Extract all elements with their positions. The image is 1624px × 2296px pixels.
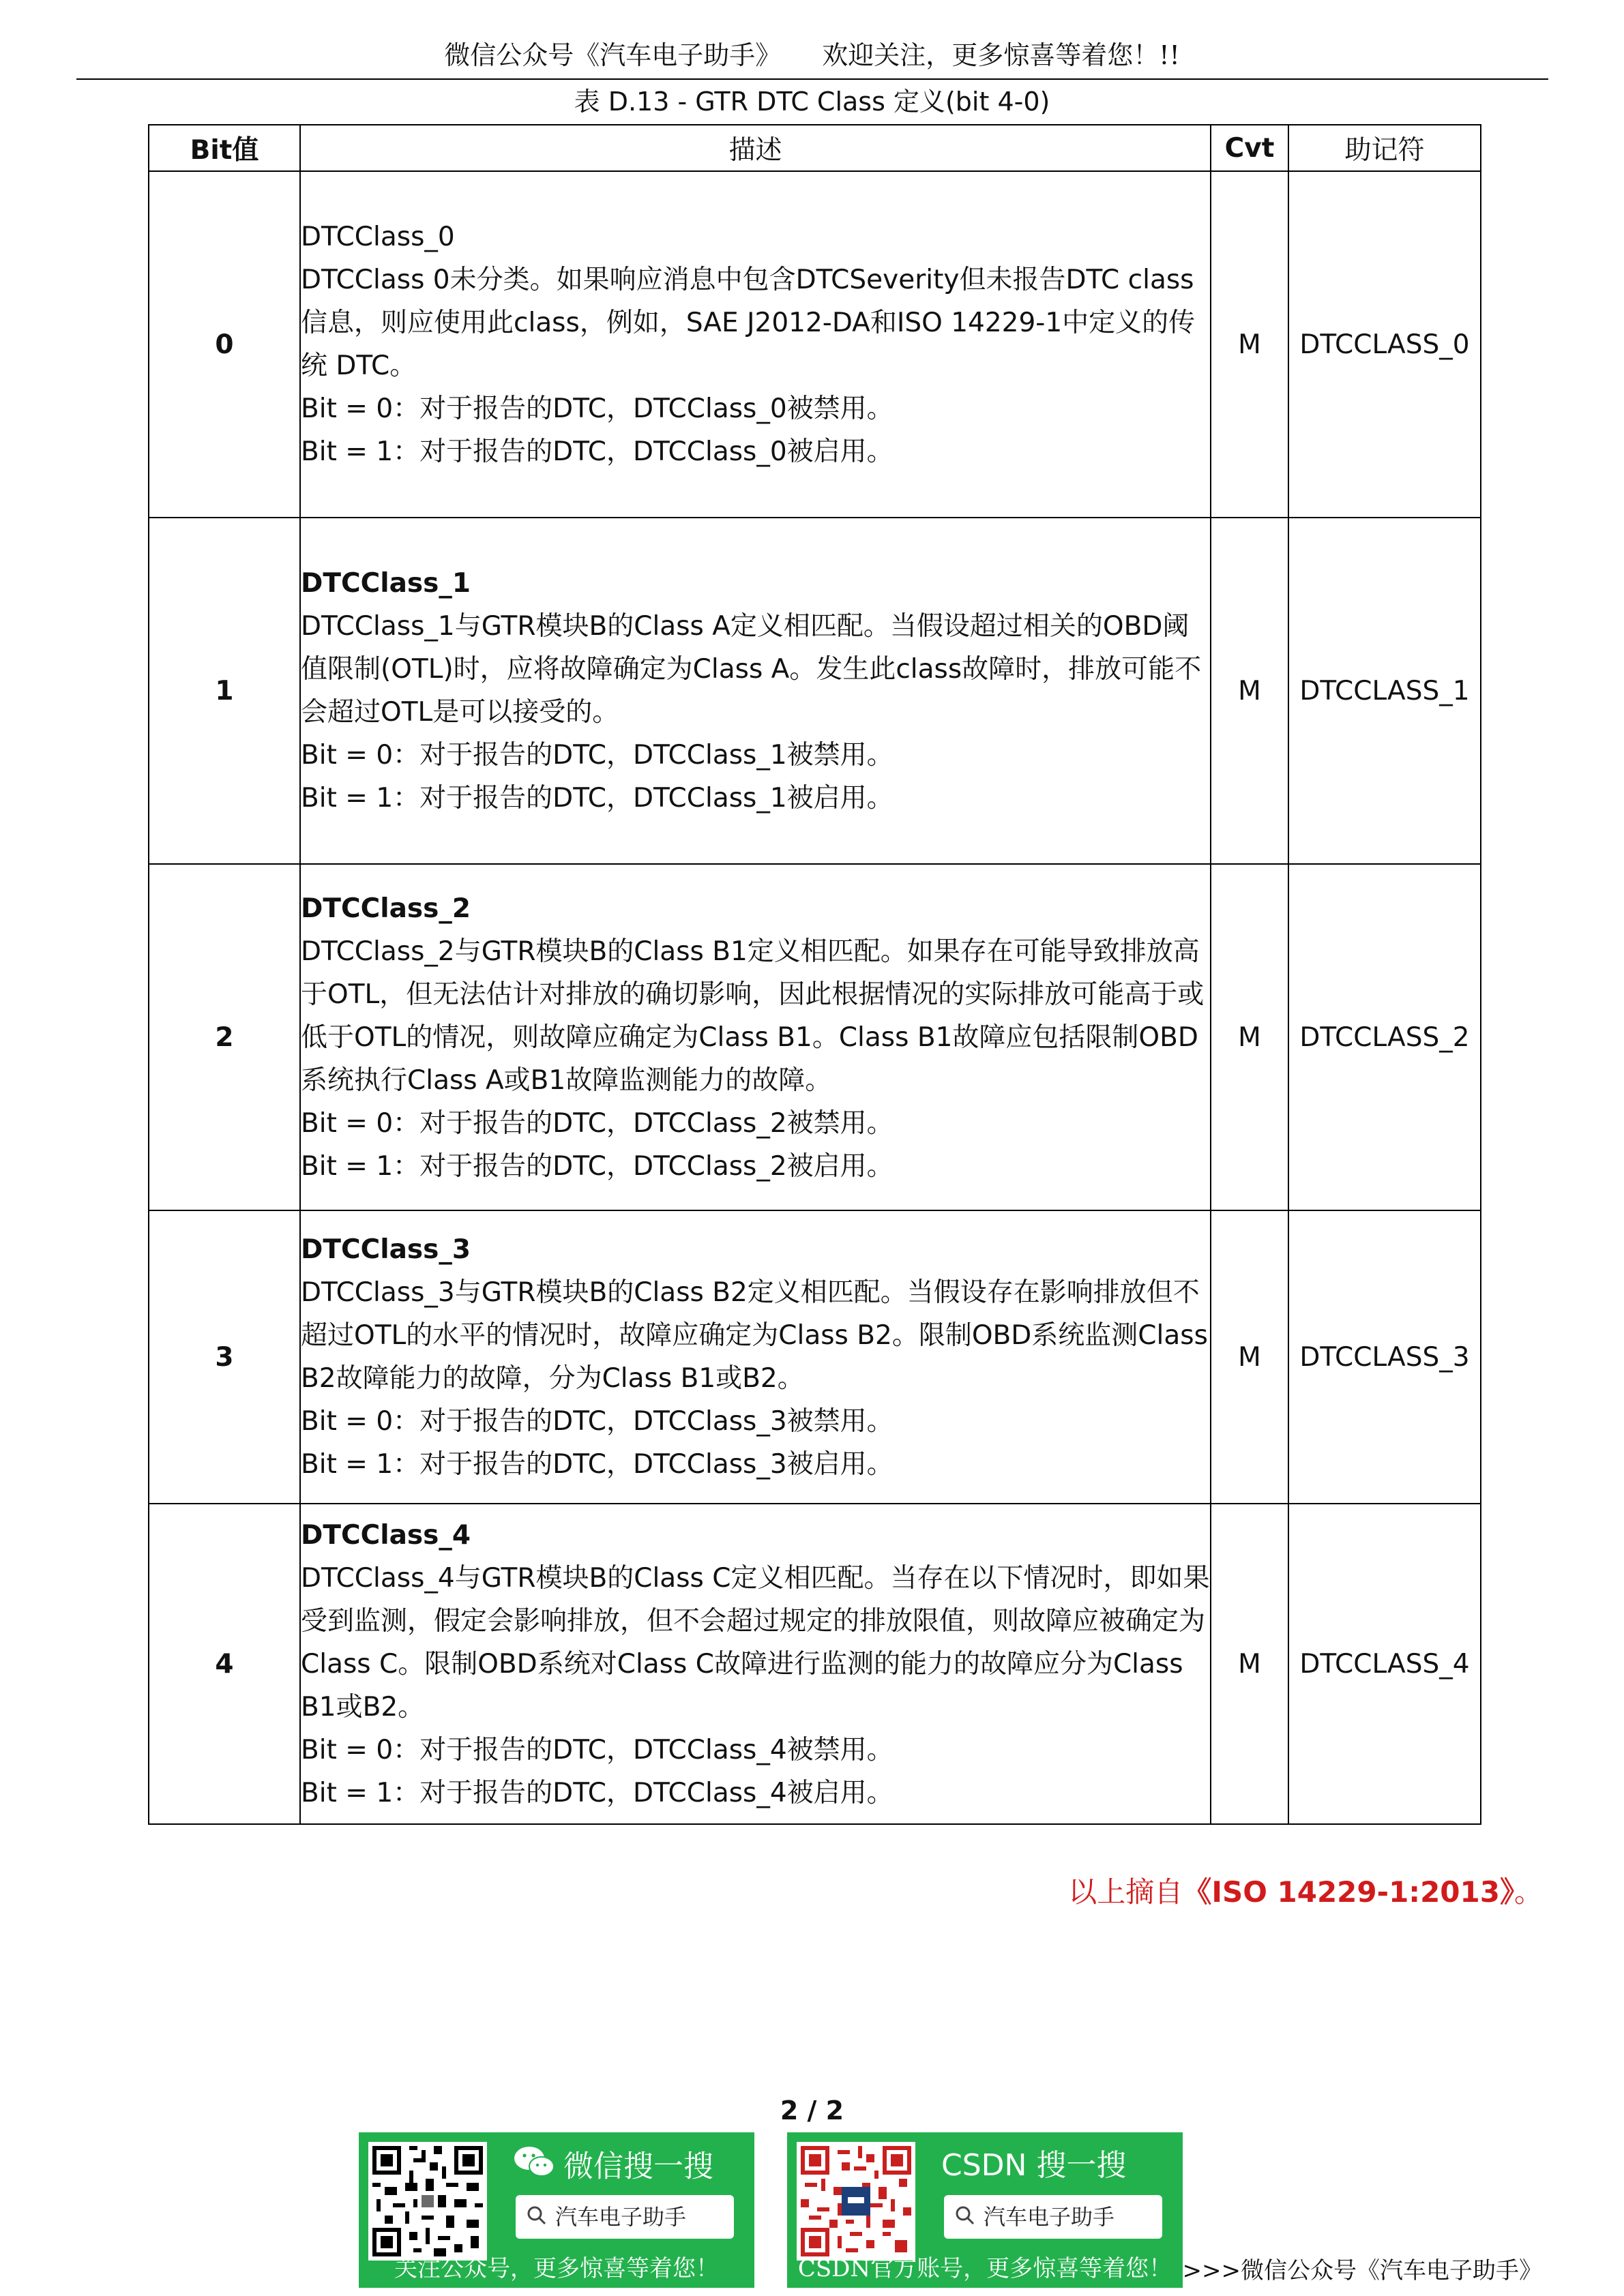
mnemonic-value: DTCCLASS_2 [1288, 864, 1481, 1210]
page-header [0, 38, 1624, 73]
table-row [149, 1210, 1481, 1504]
header-mnemonic: 助记符 [1288, 125, 1481, 171]
header-divider [76, 78, 1548, 80]
cvt-value: M [1211, 1504, 1288, 1824]
csdn-search-title: CSDN 搜一搜 [941, 2148, 1127, 2183]
bit1-text: Bit = 1：对于报告的DTC，DTCClass_3被启用。 [301, 1449, 894, 1480]
bit-value: 4 [149, 1504, 300, 1824]
bit1-text: Bit = 1：对于报告的DTC，DTCClass_0被启用。 [301, 436, 894, 467]
table-row [149, 518, 1481, 864]
description-cell [300, 864, 1211, 1210]
qr-code-image [797, 2142, 915, 2261]
wechat-search-title: 微信搜一搜 [513, 2145, 713, 2192]
mnemonic-value: DTCCLASS_3 [1288, 1210, 1481, 1504]
dtc-class-table [148, 124, 1481, 1825]
class-title: DTCClass_4 [301, 1519, 471, 1551]
source-suffix: 。 [1514, 1875, 1543, 1909]
class-title: DTCClass_2 [301, 893, 471, 924]
qr-code-image [368, 2142, 487, 2261]
table-header-row [149, 125, 1481, 171]
header-account: 微信公众号《汽车电子助手》 [444, 40, 782, 70]
table-caption: 表 D.13 - GTR DTC Class 定义(bit 4-0) [574, 87, 1050, 117]
description-cell [300, 1504, 1211, 1824]
class-title: DTCClass_0 [301, 222, 455, 252]
cvt-value: M [1211, 171, 1288, 518]
bit1-text: Bit = 1：对于报告的DTC，DTCClass_2被启用。 [301, 1150, 894, 1182]
cvt-value: M [1211, 518, 1288, 864]
wechat-search-box[interactable] [516, 2195, 734, 2239]
cvt-value: M [1211, 1210, 1288, 1504]
mnemonic-value: DTCCLASS_4 [1288, 1504, 1481, 1824]
promo-slogan: 关注公众号，更多惊喜等着您！ [394, 2255, 719, 2282]
header-bit: Bit值 [149, 125, 300, 171]
wechat-icon [513, 2145, 555, 2192]
mnemonic-value: DTCCLASS_0 [1288, 171, 1481, 518]
bit-value: 2 [149, 864, 300, 1210]
class-description: DTCClass_4与GTR模块B的Class C定义相匹配。当存在以下情况时，即如果受到监测，假定会影响排放，但不会超过规定的排放限值，则故障应被确定为Class C。限制OBD系统对Class C故障进行监测的能力的故障应分为Class B1或B2。 [301, 1562, 1210, 1723]
footer-account-note: >>>微信公众号《汽车电子助手》 [1182, 2257, 1542, 2284]
bit1-text: Bit = 1：对于报告的DTC，DTCClass_4被启用。 [301, 1777, 894, 1808]
search-query: 汽车电子助手 [555, 2204, 687, 2230]
description-cell [300, 171, 1211, 518]
search-icon [527, 2196, 547, 2240]
table-row [149, 171, 1481, 518]
page-number: 2 / 2 [780, 2096, 844, 2126]
bit-value: 1 [149, 518, 300, 864]
bit0-text: Bit = 0：对于报告的DTC，DTCClass_1被禁用。 [301, 740, 894, 771]
description-cell [300, 518, 1211, 864]
bit0-text: Bit = 0：对于报告的DTC，DTCClass_0被禁用。 [301, 393, 894, 424]
class-description: DTCClass_1与GTR模块B的Class A定义相匹配。当假设超过相关的OBD阈值限制(OTL)时，应将故障确定为Class A。发生此class故障时，排放可能不会超过OTL是可以接受的。 [301, 611, 1202, 728]
wechat-promo-banner[interactable] [359, 2132, 754, 2288]
header-desc: 描述 [300, 125, 1211, 171]
source-note [1068, 1872, 1543, 1913]
source-doc: 《ISO 14229-1:2013》 [1183, 1875, 1514, 1909]
bit1-text: Bit = 1：对于报告的DTC，DTCClass_1被启用。 [301, 783, 894, 814]
bit0-text: Bit = 0：对于报告的DTC，DTCClass_2被禁用。 [301, 1107, 894, 1139]
table-row [149, 1504, 1481, 1824]
class-title: DTCClass_3 [301, 1234, 471, 1265]
bit0-text: Bit = 0：对于报告的DTC，DTCClass_3被禁用。 [301, 1406, 894, 1437]
class-description: DTCClass 0未分类。如果响应消息中包含DTCSeverity但未报告DTC class信息，则应使用此class，例如，SAE J2012-DA和ISO 14229-1中定义的传统 DTC。 [301, 265, 1196, 381]
class-description: DTCClass_2与GTR模块B的Class B1定义相匹配。如果存在可能导致排放高于OTL，但无法估计对排放的确切影响，因此根据情况的实际排放可能高于或低于OTL的情况，则故障应确定为Class B1。Class B1故障应包括限制OBD系统执行Class A或B1故障监测能力的故障。 [301, 936, 1205, 1096]
bit-value: 3 [149, 1210, 300, 1504]
table-row [149, 864, 1481, 1210]
description-cell [300, 1210, 1211, 1504]
header-welcome: 欢迎关注，更多惊喜等着您！!! [822, 40, 1180, 70]
class-title: DTCClass_1 [301, 568, 471, 599]
bit-value: 0 [149, 171, 300, 518]
search-icon [955, 2196, 975, 2240]
cvt-value: M [1211, 864, 1288, 1210]
source-prefix: 以上摘自 [1068, 1875, 1183, 1909]
csdn-search-box[interactable] [944, 2195, 1162, 2239]
bit0-text: Bit = 0：对于报告的DTC，DTCClass_4被禁用。 [301, 1734, 894, 1765]
promo-slogan: CSDN官方账号，更多惊喜等着您！ [797, 2255, 1172, 2282]
class-description: DTCClass_3与GTR模块B的Class B2定义相匹配。当假设存在影响排放但不超过OTL的水平的情况时，故障应确定为Class B2。限制OBD系统监测Class B2故障能力的故障，分为Class B1或B2。 [301, 1277, 1208, 1394]
header-cvt: Cvt [1211, 125, 1288, 171]
mnemonic-value: DTCCLASS_1 [1288, 518, 1481, 864]
csdn-promo-banner[interactable] [787, 2132, 1183, 2288]
search-query: 汽车电子助手 [984, 2204, 1115, 2230]
